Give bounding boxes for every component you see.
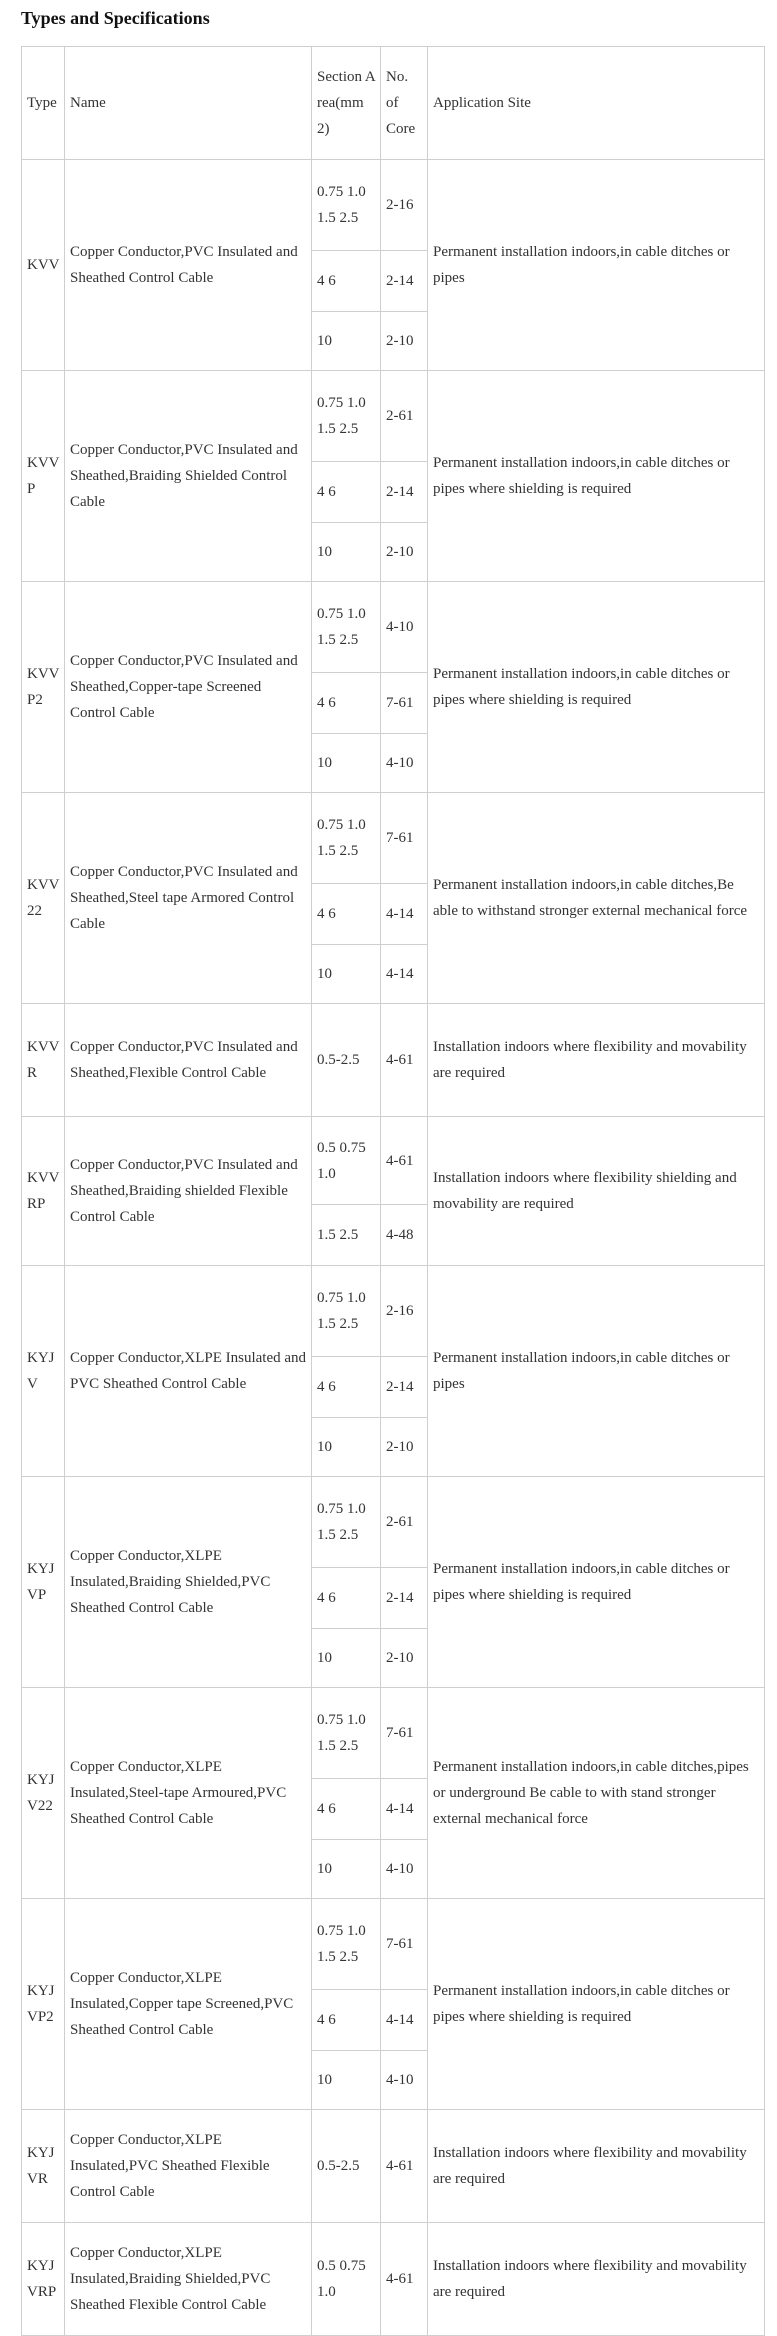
application-site: Permanent installation indoors,in cable ditches,pipes or underground Be cable to with stand stronger external mechanical force [428,1688,765,1899]
page-title: Types and Specifications [21,8,210,28]
application-site: Installation indoors where flexibility and movability are required [428,2110,765,2223]
core-count: 4-10 [381,734,428,793]
application-site: Permanent installation indoors,in cable ditches or pipes where shielding is required [428,1477,765,1688]
core-count: 4-61 [381,2223,428,2336]
table-row [22,1004,765,1117]
section-area: 4 6 [312,251,381,312]
core-count: 4-61 [381,1004,428,1117]
application-site: Permanent installation indoors,in cable ditches or pipes where shielding is required [428,582,765,793]
core-count: 7-61 [381,793,428,884]
core-count: 7-61 [381,1899,428,1990]
table-row [22,582,765,673]
specifications-table [21,46,765,2336]
core-count: 2-14 [381,1568,428,1629]
application-site: Installation indoors where flexibility and movability are required [428,2223,765,2336]
core-count: 2-10 [381,523,428,582]
cable-name: Copper Conductor,XLPE Insulated,PVC Sheathed Flexible Control Cable [65,2110,312,2223]
core-count: 2-16 [381,160,428,251]
section-area: 0.75 1.0 1.5 2.5 [312,1899,381,1990]
core-count: 2-16 [381,1266,428,1357]
cable-type: KYJVRP [22,2223,65,2336]
core-count: 2-14 [381,1357,428,1418]
cable-type: KYJV22 [22,1688,65,1899]
header-application-site: Application Site [428,47,765,160]
core-count: 2-61 [381,371,428,462]
cable-type: KVVP2 [22,582,65,793]
section-area: 0.5-2.5 [312,2110,381,2223]
table-row [22,1477,765,1568]
section-area: 10 [312,1418,381,1477]
application-site: Permanent installation indoors,in cable ditches or pipes [428,160,765,371]
section-area: 4 6 [312,673,381,734]
table-body [22,47,765,2336]
cable-name: Copper Conductor,PVC Insulated and Sheathed,Steel tape Armored Control Cable [65,793,312,1004]
section-area: 4 6 [312,884,381,945]
cable-type: KYJVR [22,2110,65,2223]
core-count: 4-10 [381,1840,428,1899]
table-row [22,160,765,251]
section-area: 10 [312,312,381,371]
core-count: 4-10 [381,2051,428,2110]
table-header-row [22,47,765,160]
header-name: Name [65,47,312,160]
cable-type: KVVR [22,1004,65,1117]
cable-name: Copper Conductor,XLPE Insulated,Braiding Shielded,PVC Sheathed Control Cable [65,1477,312,1688]
header-type: Type [22,47,65,160]
application-site: Permanent installation indoors,in cable ditches or pipes where shielding is required [428,1899,765,2110]
application-site: Permanent installation indoors,in cable ditches,Be able to withstand stronger external mechanical force [428,793,765,1004]
application-site: Installation indoors where flexibility and movability are required [428,1004,765,1117]
cable-name: Copper Conductor,PVC Insulated and Sheathed,Braiding Shielded Control Cable [65,371,312,582]
section-area: 4 6 [312,1568,381,1629]
core-count: 4-14 [381,884,428,945]
header-core-count: No. of Core [381,47,428,160]
table-row [22,1266,765,1357]
section-area: 0.75 1.0 1.5 2.5 [312,793,381,884]
section-area: 10 [312,945,381,1004]
core-count: 2-10 [381,1629,428,1688]
core-count: 2-61 [381,1477,428,1568]
core-count: 7-61 [381,673,428,734]
core-count: 7-61 [381,1688,428,1779]
application-site: Installation indoors where flexibility shielding and movability are required [428,1117,765,1266]
section-area: 4 6 [312,1990,381,2051]
cable-type: KVVP [22,371,65,582]
application-site: Permanent installation indoors,in cable ditches or pipes where shielding is required [428,371,765,582]
cable-type: KVVRP [22,1117,65,1266]
core-count: 4-48 [381,1205,428,1266]
core-count: 4-61 [381,2110,428,2223]
section-area: 0.5 0.75 1.0 [312,1117,381,1205]
cable-name: Copper Conductor,PVC Insulated and Sheathed Control Cable [65,160,312,371]
core-count: 4-14 [381,1779,428,1840]
section-area: 0.75 1.0 1.5 2.5 [312,1266,381,1357]
section-area: 10 [312,1629,381,1688]
table-row [22,1688,765,1779]
core-count: 4-10 [381,582,428,673]
application-site: Permanent installation indoors,in cable ditches or pipes [428,1266,765,1477]
table-row [22,793,765,884]
core-count: 4-14 [381,945,428,1004]
section-area: 10 [312,523,381,582]
cable-name: Copper Conductor,XLPE Insulated,Copper tape Screened,PVC Sheathed Control Cable [65,1899,312,2110]
section-area: 0.75 1.0 1.5 2.5 [312,160,381,251]
core-count: 2-10 [381,312,428,371]
header-section-area: Section Area(mm2) [312,47,381,160]
core-count: 2-10 [381,1418,428,1477]
table-row [22,2110,765,2223]
section-area: 4 6 [312,1357,381,1418]
section-area: 4 6 [312,1779,381,1840]
cable-type: KYJVP [22,1477,65,1688]
section-area: 4 6 [312,462,381,523]
table-row [22,1899,765,1990]
cable-name: Copper Conductor,XLPE Insulated and PVC Sheathed Control Cable [65,1266,312,1477]
section-area: 10 [312,734,381,793]
section-area: 0.5-2.5 [312,1004,381,1117]
cable-name: Copper Conductor,XLPE Insulated,Steel-tape Armoured,PVC Sheathed Control Cable [65,1688,312,1899]
section-area: 0.75 1.0 1.5 2.5 [312,371,381,462]
section-area: 0.75 1.0 1.5 2.5 [312,1477,381,1568]
section-area: 1.5 2.5 [312,1205,381,1266]
section-area: 0.75 1.0 1.5 2.5 [312,582,381,673]
core-count: 2-14 [381,462,428,523]
table-row [22,1117,765,1205]
cable-name: Copper Conductor,PVC Insulated and Sheathed,Flexible Control Cable [65,1004,312,1117]
table-row [22,371,765,462]
cable-type: KVV22 [22,793,65,1004]
cable-type: KVV [22,160,65,371]
section-area: 0.75 1.0 1.5 2.5 [312,1688,381,1779]
core-count: 4-14 [381,1990,428,2051]
core-count: 2-14 [381,251,428,312]
section-area: 0.5 0.75 1.0 [312,2223,381,2336]
cable-name: Copper Conductor,PVC Insulated and Sheathed,Braiding shielded Flexible Control Cable [65,1117,312,1266]
section-area: 10 [312,1840,381,1899]
cable-type: KYJV [22,1266,65,1477]
table-row [22,2223,765,2336]
cable-name: Copper Conductor,PVC Insulated and Sheathed,Copper-tape Screened Control Cable [65,582,312,793]
cable-name: Copper Conductor,XLPE Insulated,Braiding Shielded,PVC Sheathed Flexible Control Cable [65,2223,312,2336]
core-count: 4-61 [381,1117,428,1205]
cable-type: KYJVP2 [22,1899,65,2110]
section-area: 10 [312,2051,381,2110]
